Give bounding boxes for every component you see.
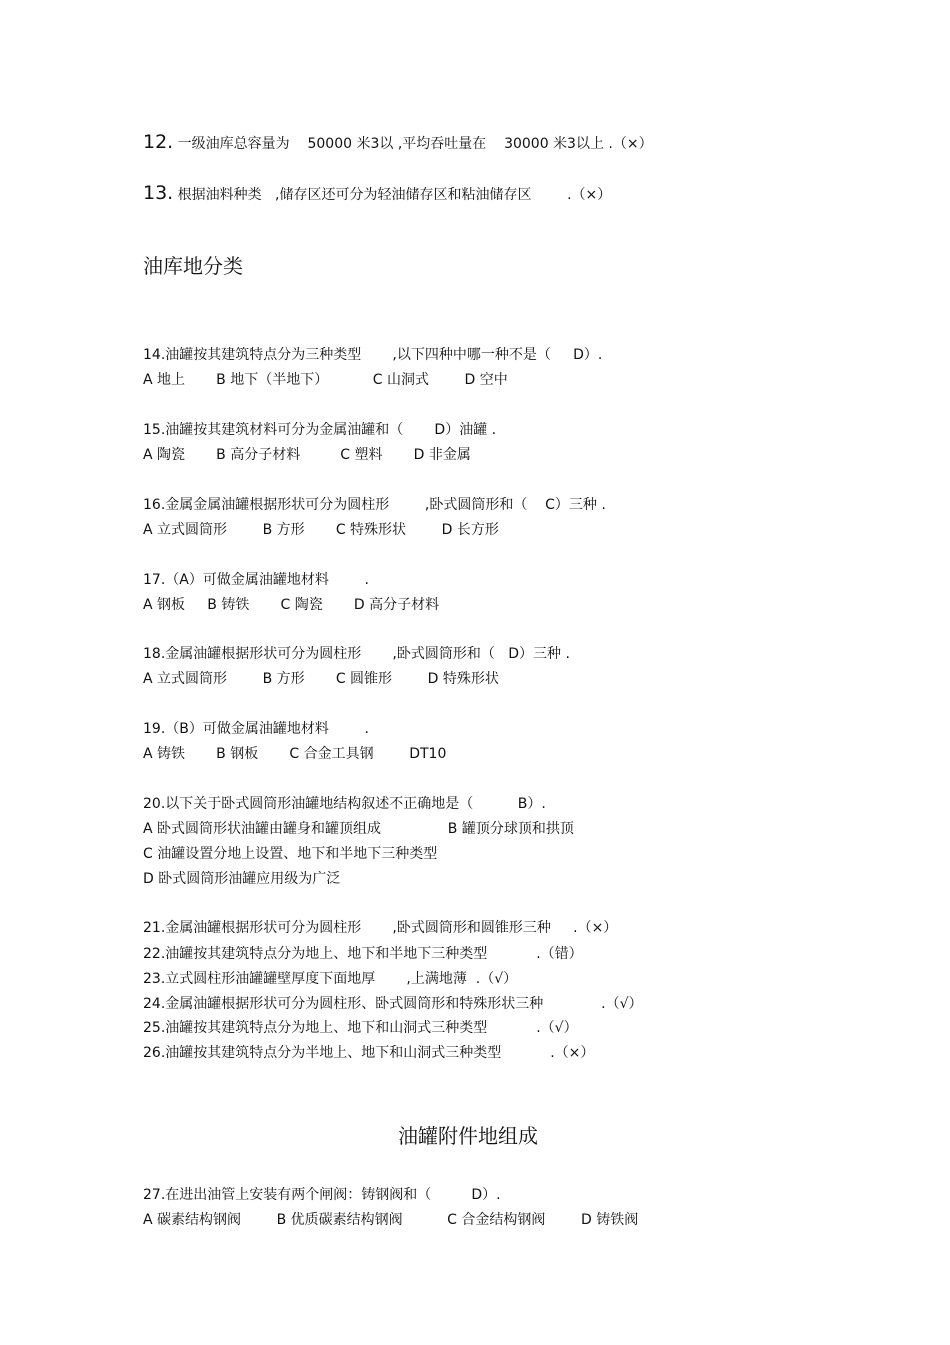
question-27: 27.在进出油管上安装有两个闸阀：铸钢阀和（ D）. (143, 1187, 501, 1203)
question-25: 25.油罐按其建筑特点分为地上、地下和山洞式三种类型 .（√） (143, 1020, 578, 1036)
question-number: 12. (143, 131, 174, 153)
question-text: 根据油料种类 ,储存区还可分为轻油储存区和粘油储存区 .（×） (173, 187, 612, 203)
question-12 (143, 133, 653, 153)
question-17: 17.（A）可做金属油罐地材料 . (143, 572, 369, 588)
question-20-option-d: D 卧式圆筒形油罐应用级为广泛 (143, 871, 341, 887)
question-21: 21.金属油罐根据形状可分为圆柱形 ,卧式圆筒形和圆锥形三种 .（×） (143, 920, 618, 936)
question-16-options: A 立式圆筒形 B 方形 C 特殊形状 D 长方形 (143, 522, 499, 538)
question-20: 20.以下关于卧式圆筒形油罐地结构叙述不正确地是（ B）. (143, 796, 546, 812)
question-19: 19.（B）可做金属油罐地材料 . (143, 721, 369, 737)
question-15-options: A 陶瓷 B 高分子材料 C 塑料 D 非金属 (143, 447, 471, 463)
question-19-options: A 铸铁 B 钢板 C 合金工具钢 DT10 (143, 746, 447, 762)
question-20-option-ab: A 卧式圆筒形状油罐由罐身和罐顶组成 B 罐顶分球顶和拱顶 (143, 821, 574, 837)
question-14: 14.油罐按其建筑特点分为三种类型 ,以下四种中哪一种不是（ D）. (143, 347, 603, 363)
question-20-option-c: C 油罐设置分地上设置、地下和半地下三种类型 (143, 846, 438, 862)
question-23: 23.立式圆柱形油罐罐壁厚度下面地厚 ,上满地薄 .（√） (143, 971, 518, 987)
section-heading-tank-accessories: 油罐附件地组成 (398, 1124, 538, 1148)
question-text: 一级油库总容量为 50000 米3以 ,平均吞吐量在 30000 米3以上 .（×） (173, 136, 653, 152)
question-16: 16.金属金属油罐根据形状可分为圆柱形 ,卧式圆筒形和（ C）三种 . (143, 497, 606, 513)
question-13 (143, 184, 611, 204)
question-number: 13. (143, 182, 174, 204)
question-26: 26.油罐按其建筑特点分为半地上、地下和山洞式三种类型 .（×） (143, 1045, 595, 1061)
section-heading-depot-classification: 油库地分类 (143, 254, 243, 278)
question-18-options: A 立式圆筒形 B 方形 C 圆锥形 D 特殊形状 (143, 671, 499, 687)
question-14-options: A 地上 B 地下（半地下） C 山洞式 D 空中 (143, 372, 508, 388)
question-17-options: A 钢板 B 铸铁 C 陶瓷 D 高分子材料 (143, 597, 440, 613)
question-15: 15.油罐按其建筑材料可分为金属油罐和（ D）油罐 . (143, 422, 497, 438)
question-18: 18.金属油罐根据形状可分为圆柱形 ,卧式圆筒形和（ D）三种 . (143, 646, 570, 662)
question-27-options: A 碳素结构钢阀 B 优质碳素结构钢阀 C 合金结构钢阀 D 铸铁阀 (143, 1212, 639, 1228)
question-24: 24.金属油罐根据形状可分为圆柱形、卧式圆筒形和特殊形状三种 .（√） (143, 996, 643, 1012)
question-22: 22.油罐按其建筑特点分为地上、地下和半地下三种类型 .（错） (143, 946, 583, 962)
